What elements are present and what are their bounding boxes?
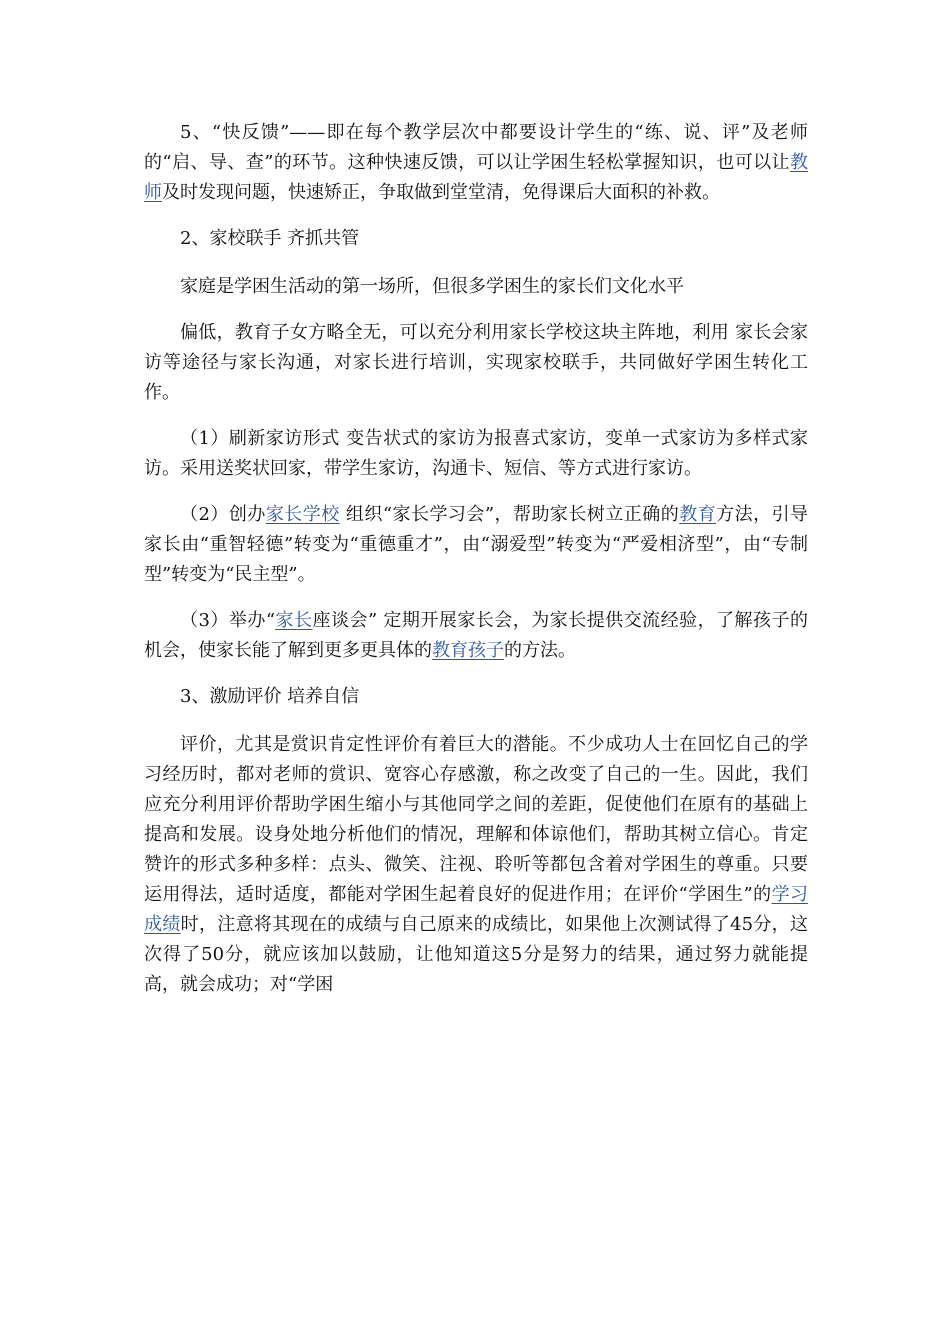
text-segment: 方法，引导家长由“重智轻德”转变为“重德重才”，由“溺爱型”转变为“严爱相济型”，由“专制型”转变为“民主型”。 xyxy=(144,504,809,585)
text-segment: 组织“家长学习会”，帮助家长树立正确的 xyxy=(339,504,680,525)
text-segment: 评价，尤其是赏识肯定性评价有着巨大的潜能。不少成功人士在回忆自己的学习经历时，都对老师的赏识、宽容心存感激，称之改变了自己的一生。因此，我们应充分利用评价帮助学困生缩小与其他同学之间的差距，促使他们在原有的基础上提高和发展。设身处地分析他们的情况，理解和体谅他们，帮助其树立信心。肯定赞许的形式多种多样：点头、微笑、注视、聆听等都包含着对学困生的尊重。只要运用得法，适时适度，都能对学困生起着良好的促进作用；在评价“学困生”的 xyxy=(144,734,808,905)
text-segment: （1）刷新家访形式 变告状式的家访为报喜式家访，变单一式家访为多样式家访。采用送奖状回家，带学生家访，沟通卡、短信、等方式进行家访。 xyxy=(144,428,808,479)
document-page xyxy=(144,118,808,1016)
text-segment: 的方法。 xyxy=(504,640,576,661)
text-segment: （2）创办 xyxy=(180,504,266,525)
text-segment: 及时发现问题，快速矫正，争取做到堂堂清，免得课后大面积的补救。 xyxy=(162,182,720,203)
link-parent-school[interactable]: 家长学校 xyxy=(265,504,340,525)
link-academic-performance[interactable]: 学习成绩 xyxy=(144,884,808,935)
text-segment: 偏低，教育子女方略全无，可以充分利用家长学校这块主阵地，利用 家长会家访等途径与家长沟通，对家长进行培训，实现家校联手，共同做好学困生转化工作。 xyxy=(144,322,808,403)
link-educating-children[interactable]: 教育孩子 xyxy=(432,640,504,661)
paragraph-evaluation xyxy=(144,730,808,1000)
paragraph-quick-feedback xyxy=(144,118,808,208)
text-segment: 5、“快反馈”——即在每个教学层次中都要设计学生的“练、说、评”及老师的“启、导、查”的环节。这种快速反馈，可以让学困生轻松掌握知识，也可以让 xyxy=(144,122,808,173)
link-parents[interactable]: 家长 xyxy=(275,610,313,631)
paragraph-parent-school xyxy=(144,318,808,408)
paragraph-home-visit xyxy=(144,424,808,484)
text-segment: 座谈会” 定期开展家长会，为家长提供交流经验，了解孩子的机会，使家长能了解到更多更具体的 xyxy=(144,610,809,661)
link-teacher[interactable]: 教师 xyxy=(144,152,808,203)
link-education[interactable]: 教育 xyxy=(679,504,717,525)
text-segment: 家庭是学困生活动的第一场所，但很多学困生的家长们文化水平 xyxy=(180,276,684,297)
paragraph-parent-school-found xyxy=(144,500,808,590)
section-heading-home-school xyxy=(144,224,808,254)
paragraph-family-first xyxy=(144,272,808,302)
heading-text: 3、激励评价 培养自信 xyxy=(180,686,360,707)
text-segment: 时，注意将其现在的成绩与自己原来的成绩比，如果他上次测试得了45分，这次得了50分，就应该加以鼓励，让他知道这5分是努力的结果，通过努力就能提高，就会成功；对“学困 xyxy=(144,914,809,995)
paragraph-parent-meeting xyxy=(144,606,808,666)
section-heading-encourage xyxy=(144,682,808,712)
text-segment: （3）举办“ xyxy=(180,610,276,631)
heading-text: 2、家校联手 齐抓共管 xyxy=(180,228,360,249)
